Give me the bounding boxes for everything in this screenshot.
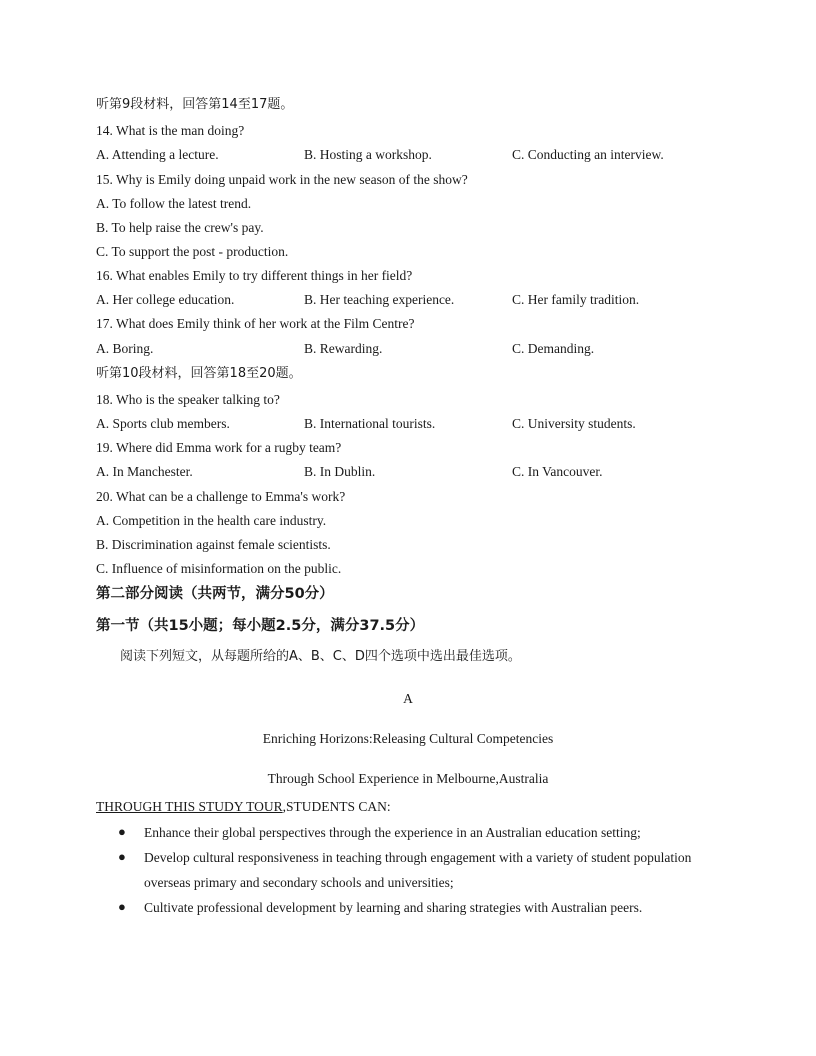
question-17: 17. What does Emily think of her work at the Film Centre? [96,316,415,331]
q17-option-b: B. Rewarding. [304,341,383,356]
q14-option-b: B. Hosting a workshop. [304,147,432,162]
question-16: 16. What enables Emily to try different things in her field? [96,268,413,283]
q20-option-a: A. Competition in the health care industry. [96,513,327,528]
passage-lead-underlined: THROUGH THIS STUDY TOUR [96,799,283,814]
passage-lead [96,798,391,816]
q15-option-b: B. To help raise the crew's pay. [96,220,264,235]
q14-option-c: C. Conducting an interview. [512,147,664,162]
section10-header: 听第10段材料，回答第18至20题。 [96,366,302,381]
q17-option-a: A. Boring. [96,341,154,356]
q17-option-c: C. Demanding. [512,341,595,356]
q16-option-b: B. Her teaching experience. [304,292,455,307]
bullet-item-3: Cultivate professional development by learning and sharing strategies with Australian peers. [144,900,643,915]
q14-option-a: A. Attending a lecture. [96,147,219,162]
q15-option-a: A. To follow the latest trend. [96,196,252,211]
q18-option-a: A. Sports club members. [96,416,230,431]
reading-instruction: 阅读下列短文，从每题所给的A、B、C、D四个选项中选出最佳选项。 [120,649,521,664]
q19-option-c: C. In Vancouver. [512,464,603,479]
question-14: 14. What is the man doing? [96,123,245,138]
bullet-icon: ● [118,849,126,864]
bullet-icon: ● [118,899,126,914]
q15-option-c: C. To support the post - production. [96,244,289,259]
question-19: 19. Where did Emma work for a rugby team? [96,440,342,455]
question-20: 20. What can be a challenge to Emma's work? [96,489,346,504]
q16-option-c: C. Her family tradition. [512,292,640,307]
passage-title-line1: Enriching Horizons:Releasing Cultural Competencies [262,731,554,746]
passage-lead-rest: ,STUDENTS CAN: [282,799,391,814]
q19-option-b: B. In Dublin. [304,464,376,479]
reading-part-title: 第二部分阅读（共两节，满分50分） [96,586,334,602]
q19-option-a: A. In Manchester. [96,464,193,479]
section9-header: 听第9段材料，回答第14至17题。 [96,97,294,112]
q20-option-b: B. Discrimination against female scientists. [96,537,331,552]
bullet-item-2: Develop cultural responsiveness in teaching through engagement with a variety of student population overseas primary and secondary schools and universities; [144,850,692,890]
q18-option-b: B. International tourists. [304,416,436,431]
q18-option-c: C. University students. [512,416,636,431]
q16-option-a: A. Her college education. [96,292,235,307]
bullet-item-1: Enhance their global perspectives through the experience in an Australian education setting; [144,825,641,840]
question-18: 18. Who is the speaker talking to? [96,392,280,407]
q20-option-c: C. Influence of misinformation on the public. [96,561,342,576]
passage-title-line2: Through School Experience in Melbourne,Australia [267,771,549,786]
question-15: 15. Why is Emily doing unpaid work in the new season of the show? [96,172,468,187]
reading-section-title: 第一节（共15小题；每小题2.5分，满分37.5分） [96,618,425,634]
passage-letter: A [403,691,413,706]
bullet-icon: ● [118,824,126,839]
